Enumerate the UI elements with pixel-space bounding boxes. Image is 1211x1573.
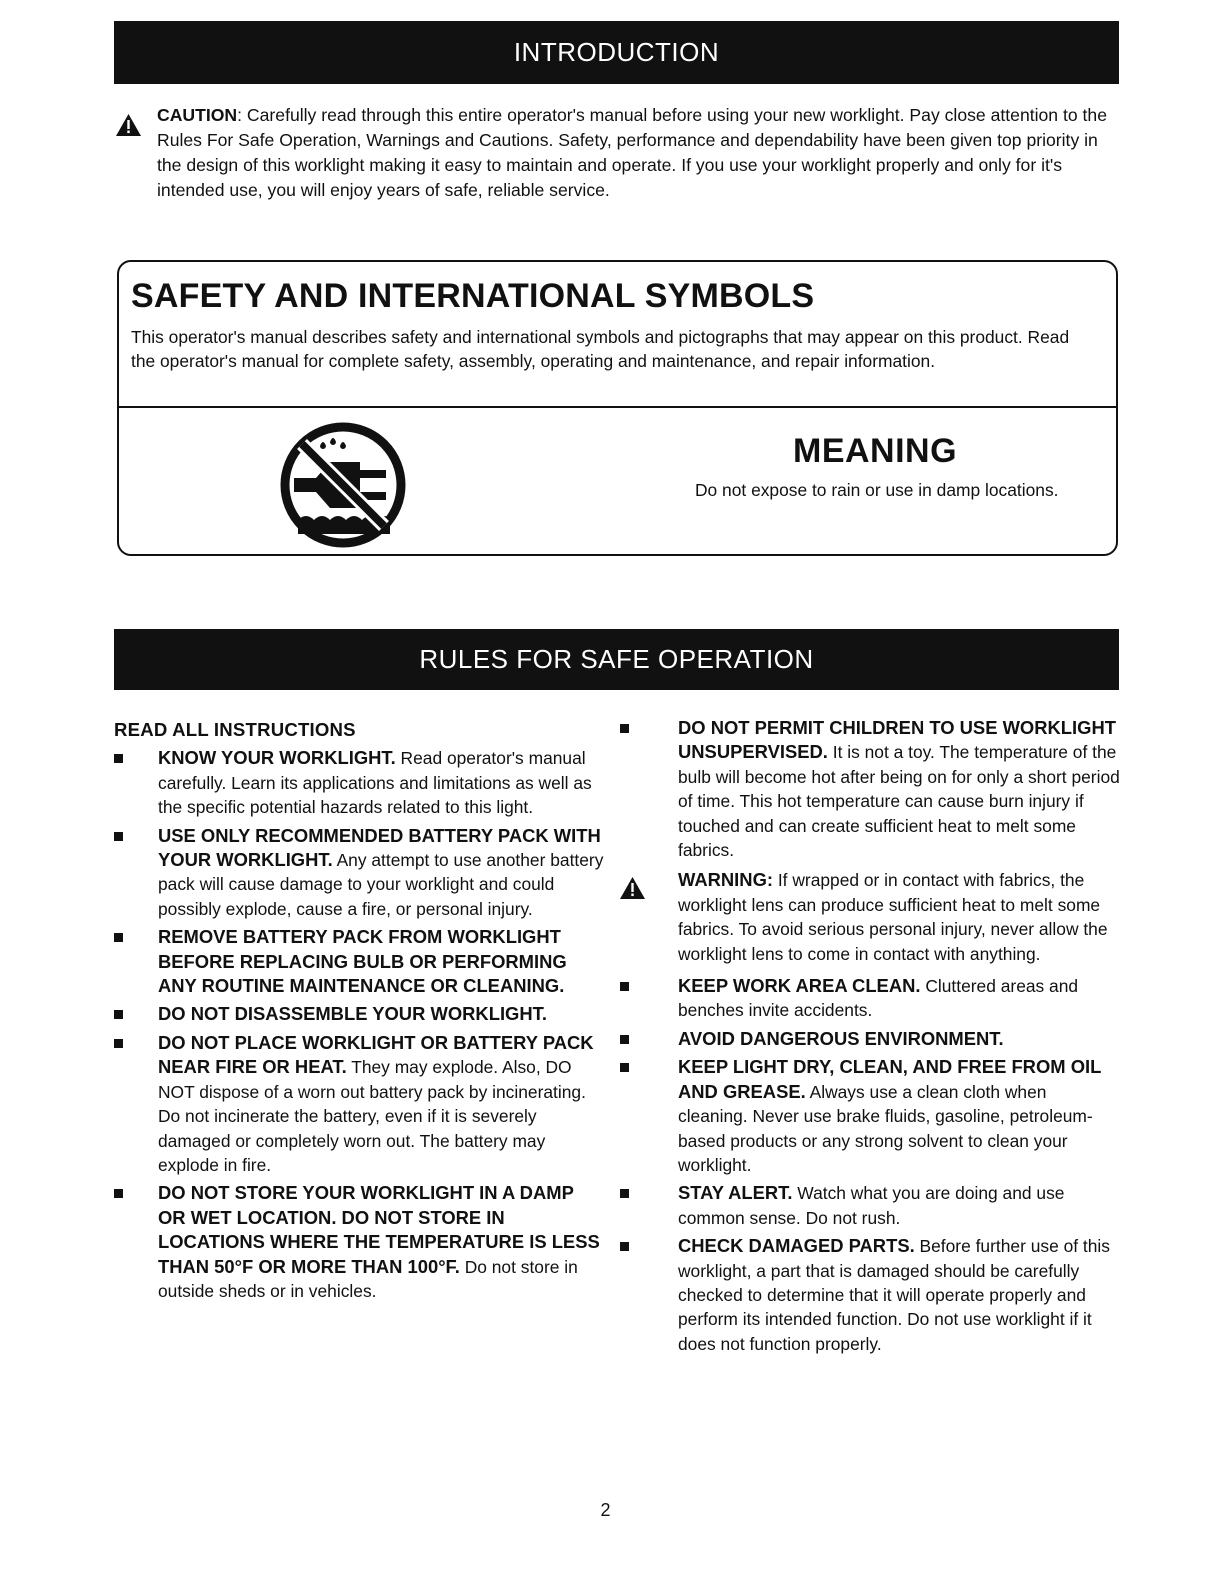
- rule-item: [114, 746, 604, 819]
- rule-item: [620, 974, 1120, 1023]
- caution-paragraph: [116, 103, 1108, 203]
- rules-header-bar: [114, 629, 1119, 690]
- warning-triangle-icon: [116, 114, 141, 136]
- rule-item: [620, 1027, 1120, 1051]
- rule-lead: KEEP LIGHT DRY, CLEAN, AND FREE FROM OIL AND GREASE.: [678, 1056, 1102, 1102]
- rule-body: Read operator's manual carefully. Learn its applications and limitations as well as the specific potential hazards related to this light.: [158, 748, 592, 818]
- rule-lead: AVOID DANGEROUS ENVIRONMENT.: [678, 1027, 1004, 1049]
- rule-lead: CHECK DAMAGED PARTS.: [678, 1235, 915, 1257]
- warning-paragraph: [620, 868, 1120, 966]
- bullet-icon: [620, 1035, 629, 1044]
- rule-lead: USE ONLY RECOMMENDED BATTERY PACK WITH YOUR WORKLIGHT.: [158, 824, 601, 871]
- bullet-icon: [114, 933, 123, 942]
- rule-item: [620, 716, 1120, 862]
- caution-text: : Carefully read through this entire operator's manual before using your new worklight. Pay close attention to the Rules For Safe Operation, Warnings and Cautions. Safety, performance and dependability have been given top priority in the design of this worklight making it easy to maintain and operate. If you use your worklight properly and only for it's intended use, you will enjoy years of safe, reliable service.: [157, 105, 1107, 200]
- rule-body: It is not a toy. The temperature of the bulb will become hot after being on for only a short period of time. This hot temperature can cause burn injury if touched and can create sufficient heat to melt some fabrics.: [678, 742, 1120, 861]
- meaning-text: Do not expose to rain or use in damp locations.: [695, 480, 1059, 500]
- rule-item: [114, 1181, 604, 1303]
- bullet-icon: [620, 1242, 629, 1251]
- rule-body: Any attempt to use another battery pack will cause damage to your worklight and could possibly explode, cause a fire, or personal injury.: [158, 850, 604, 919]
- rule-item: [114, 1002, 604, 1026]
- rule-lead: DO NOT PLACE WORKLIGHT OR BATTERY PACK NEAR FIRE OR HEAT.: [158, 1031, 594, 1078]
- rule-body: Do not store in outside sheds or in vehicles.: [158, 1256, 578, 1301]
- no-water-plug-icon: [278, 420, 408, 550]
- read-all-instructions-heading: READ ALL INSTRUCTIONS: [114, 719, 356, 740]
- rules-left-column: [114, 718, 604, 1307]
- warning-triangle-icon: [620, 877, 645, 899]
- rule-body: Watch what you are doing and use common sense. Do not rush.: [678, 1183, 1065, 1228]
- caution-label: CAUTION: [157, 105, 238, 125]
- rule-lead: REMOVE BATTERY PACK FROM WORKLIGHT BEFORE REPLACING BULB OR PERFORMING ANY ROUTINE MAINTENANCE OR CLEANING.: [158, 926, 567, 997]
- rule-body: Before further use of this worklight, a part that is damaged should be carefully checked to determine that it will operate properly and perform its intended function. Do not use worklight if it does not function properly.: [678, 1236, 1110, 1354]
- rule-lead: STAY ALERT.: [678, 1182, 793, 1204]
- bullet-icon: [620, 982, 629, 991]
- rule-lead: KNOW YOUR WORKLIGHT.: [158, 747, 396, 769]
- rule-item: [114, 824, 604, 922]
- rules-right-column: [620, 716, 1120, 1360]
- bullet-icon: [620, 1189, 629, 1198]
- rule-body: They may explode. Also, DO NOT dispose of a worn out battery pack by incinerating. Do not incinerate the battery, even if it is severely damaged or completely worn out. The battery may explode in fire.: [158, 1057, 586, 1175]
- symbols-title: SAFETY AND INTERNATIONAL SYMBOLS: [131, 277, 815, 315]
- rule-lead: DO NOT PERMIT CHILDREN TO USE WORKLIGHT UNSUPERVISED.: [678, 717, 1116, 763]
- warning-text: If wrapped or in contact with fabrics, the worklight lens can produce sufficient heat to melt some fabrics. To avoid serious personal injury, never allow the worklight lens to come in contact with anything.: [678, 870, 1108, 964]
- rules-title: RULES FOR SAFE OPERATION: [419, 644, 814, 674]
- rule-item: [114, 1031, 604, 1177]
- rule-item: [620, 1181, 1120, 1230]
- rule-body: Cluttered areas and benches invite accidents.: [678, 976, 1079, 1021]
- rule-lead: DO NOT DISASSEMBLE YOUR WORKLIGHT.: [158, 1003, 547, 1025]
- rule-item: [114, 925, 604, 998]
- meaning-title: MEANING: [793, 432, 958, 470]
- rule-lead: KEEP WORK AREA CLEAN.: [678, 975, 921, 997]
- bullet-icon: [114, 832, 123, 841]
- bullet-icon: [114, 1039, 123, 1048]
- bullet-icon: [620, 724, 629, 733]
- page-number: 2: [600, 1500, 611, 1520]
- rule-item: [620, 1055, 1120, 1177]
- bullet-icon: [620, 1063, 629, 1072]
- introduction-title: INTRODUCTION: [513, 37, 720, 67]
- bullet-icon: [114, 1189, 123, 1198]
- bullet-icon: [114, 754, 123, 763]
- bullet-icon: [114, 1010, 123, 1019]
- symbols-divider: [117, 406, 1116, 408]
- rule-lead: DO NOT STORE YOUR WORKLIGHT IN A DAMP OR WET LOCATION. DO NOT STORE IN LOCATIONS WHERE THE TEMPERATURE IS LESS THAN 50°F OR MORE THAN 100°F.: [158, 1182, 600, 1277]
- introduction-header-bar: [114, 21, 1119, 84]
- symbols-description: This operator's manual describes safety and international symbols and pictographs that may appear on this product. Read the operator's manual for complete safety, assembly, operating and maintenance, and repair information.: [131, 327, 1070, 371]
- warning-label: WARNING:: [678, 869, 774, 891]
- rule-item: [620, 1234, 1120, 1356]
- rule-body: Always use a clean cloth when cleaning. Never use brake fluids, gasoline, petroleum-based products or any strong solvent to clean your worklight.: [678, 1081, 1093, 1175]
